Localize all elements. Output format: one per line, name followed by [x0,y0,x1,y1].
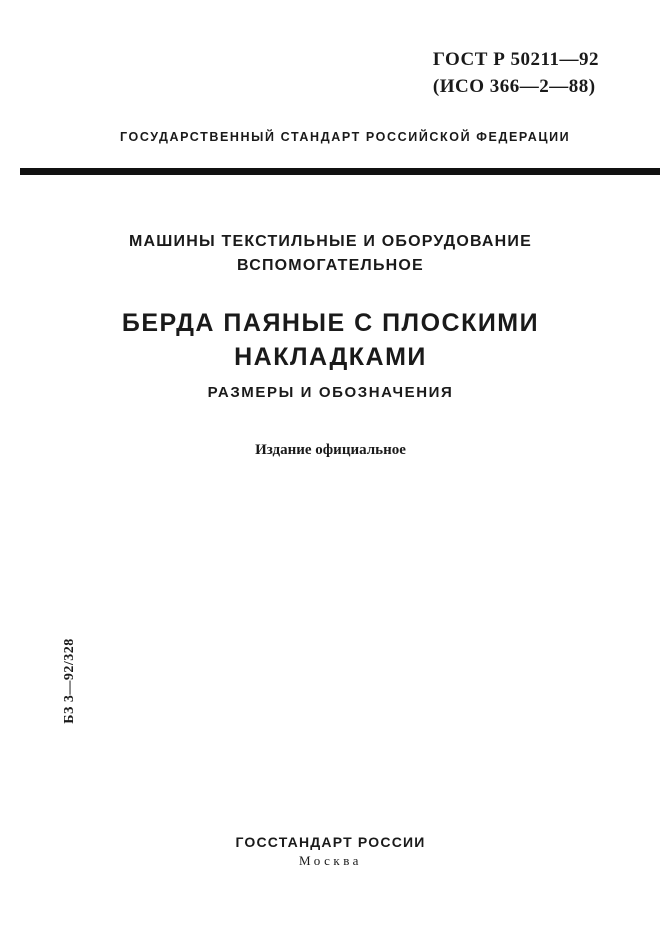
publisher: ГОССТАНДАРТ РОССИИ [235,834,426,850]
field-heading-line-2: ВСПОМОГАТЕЛЬНОЕ [237,257,424,274]
field-heading [0,230,661,278]
header-divider [20,168,660,175]
publisher-city: Москва [299,853,362,868]
state-standard-header: ГОСУДАРСТВЕННЫЙ СТАНДАРТ РОССИЙСКОЙ ФЕДЕРАЦИИ [120,130,571,144]
standard-number: ГОСТ Р 50211—92 [432,49,599,70]
document-title-line-2: НАКЛАДКАМИ [234,343,427,371]
document-subtitle: РАЗМЕРЫ И ОБОЗНАЧЕНИЯ [207,384,454,401]
document-title-line-1: БЕРДА ПАЯНЫЕ С ПЛОСКИМИ [121,309,540,337]
standard-number-block [433,46,599,100]
iso-reference: (ИСО 366—2—88) [432,76,596,97]
field-heading-line-1: МАШИНЫ ТЕКСТИЛЬНЫЕ И ОБОРУДОВАНИЕ [128,233,533,250]
side-code-text: БЗ 3—92/328 [62,638,77,724]
edition-label: Издание официальное [255,442,406,458]
document-title [0,306,661,374]
